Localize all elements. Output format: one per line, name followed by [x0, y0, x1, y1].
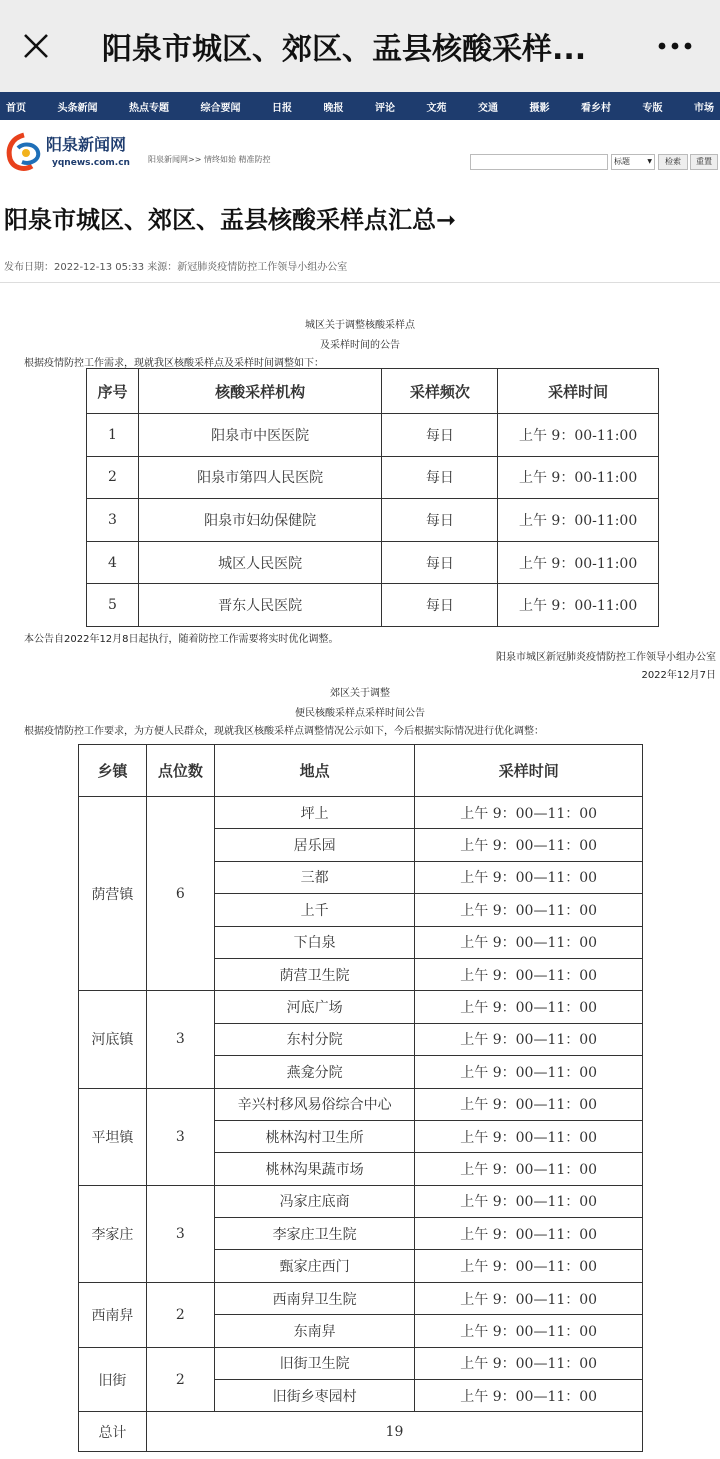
- table-row: [79, 1185, 643, 1217]
- top-bar: [0, 0, 720, 92]
- logo-mark-icon: [4, 132, 44, 172]
- time-cell: 上午 9：00—11：00: [415, 1315, 643, 1347]
- site-cell: 坪上: [214, 797, 415, 829]
- time-cell: 上午 9：00—11：00: [415, 1380, 643, 1412]
- time-cell: 上午 9：00—11：00: [415, 958, 643, 990]
- column-header: 乡镇: [79, 745, 147, 797]
- column-header: 采样时间: [498, 369, 659, 414]
- site-cell: 上千: [214, 894, 415, 926]
- page-title: 阳泉市城区、郊区、盂县核酸采样...: [102, 32, 587, 67]
- site-cell: 东南舁: [214, 1315, 415, 1347]
- time-cell: 上午 9：00—11：00: [415, 1153, 643, 1185]
- town-cell: 西南舁: [79, 1282, 147, 1347]
- table-cell: 阳泉市中医医院: [138, 414, 382, 457]
- suburb-district-table: [78, 744, 643, 1452]
- notice1-heading1: 城区关于调整核酸采样点: [305, 320, 415, 331]
- table-cell: 每日: [382, 414, 498, 457]
- site-cell: 荫营卫生院: [214, 958, 415, 990]
- table-row: [87, 456, 659, 499]
- site-cell: 旧街乡枣园村: [214, 1380, 415, 1412]
- town-cell: 荫营镇: [79, 797, 147, 991]
- more-dots-icon: [657, 41, 693, 51]
- time-cell: 上午 9：00—11：00: [415, 1056, 643, 1088]
- town-cell: 旧街: [79, 1347, 147, 1412]
- breadcrumb[interactable]: 阳泉新闻网>> 情终如始 精准防控: [148, 155, 271, 164]
- total-label: 总计: [79, 1412, 147, 1452]
- site-cell: 甄家庄西门: [214, 1250, 415, 1282]
- time-cell: 上午 9：00—11：00: [415, 1282, 643, 1314]
- table-cell: 4: [87, 541, 139, 584]
- table-row: [79, 1088, 643, 1120]
- nav-item[interactable]: 摄影: [529, 102, 550, 114]
- table-cell: 3: [87, 499, 139, 542]
- nav-item[interactable]: 评论: [375, 102, 395, 114]
- time-cell: 上午 9：00—11：00: [415, 926, 643, 958]
- table-cell: 每日: [382, 499, 498, 542]
- table-cell: 上午 9：00-11:00: [498, 414, 659, 457]
- site-cell: 冯家庄底商: [214, 1185, 415, 1217]
- table-row: [87, 414, 659, 457]
- table-cell: 每日: [382, 584, 498, 627]
- table-row: [87, 584, 659, 627]
- time-cell: 上午 9：00—11：00: [415, 991, 643, 1023]
- column-header: 地点: [214, 745, 415, 797]
- table-row: [79, 991, 643, 1023]
- search-button[interactable]: 检索: [658, 154, 688, 170]
- time-cell: 上午 9：00—11：00: [415, 894, 643, 926]
- total-value: 19: [146, 1412, 642, 1452]
- logo-domain: yqnews.com.cn: [52, 158, 130, 168]
- time-cell: 上午 9：00—11：00: [415, 1120, 643, 1152]
- close-icon: [22, 32, 50, 60]
- site-count-cell: 3: [146, 1088, 214, 1185]
- time-cell: 上午 9：00—11：00: [415, 1023, 643, 1055]
- table-cell: 2: [87, 456, 139, 499]
- site-cell: 下白泉: [214, 926, 415, 958]
- nav-item[interactable]: 热点专题: [129, 102, 169, 114]
- table-row: [87, 499, 659, 542]
- more-button[interactable]: [630, 0, 720, 92]
- divider: [0, 282, 720, 283]
- town-cell: 李家庄: [79, 1185, 147, 1282]
- notice1-date: 2022年12月7日: [641, 670, 716, 681]
- site-count-cell: 2: [146, 1282, 214, 1347]
- site-cell: 桃林沟果蔬市场: [214, 1153, 415, 1185]
- time-cell: 上午 9：00—11：00: [415, 1347, 643, 1379]
- nav-item[interactable]: 市场: [694, 102, 714, 114]
- town-cell: 平坦镇: [79, 1088, 147, 1185]
- nav-item[interactable]: 日报: [272, 102, 292, 114]
- table-cell: 每日: [382, 456, 498, 499]
- site-cell: 旧街卫生院: [214, 1347, 415, 1379]
- table-row: [79, 797, 643, 829]
- table-row: [87, 541, 659, 584]
- table-cell: 上午 9：00-11:00: [498, 541, 659, 584]
- reset-button[interactable]: 重置: [690, 154, 718, 170]
- site-cell: 辛兴村移风易俗综合中心: [214, 1088, 415, 1120]
- notice2-heading1: 郊区关于调整: [330, 688, 390, 699]
- town-cell: 河底镇: [79, 991, 147, 1088]
- site-count-cell: 3: [146, 1185, 214, 1282]
- table-cell: 5: [87, 584, 139, 627]
- time-cell: 上午 9：00—11：00: [415, 1218, 643, 1250]
- nav-item[interactable]: 文苑: [426, 102, 447, 114]
- column-header: 采样频次: [382, 369, 498, 414]
- logo-name: 阳泉新闻网: [46, 135, 127, 154]
- nav-item[interactable]: 首页: [6, 102, 26, 114]
- site-logo[interactable]: [4, 130, 134, 174]
- total-row: [79, 1412, 643, 1452]
- notice1-intro: 根据疫情防控工作需求，现就我区核酸采样点及采样时间调整如下：: [24, 358, 324, 369]
- site-nav: [0, 92, 720, 120]
- column-header: 点位数: [146, 745, 214, 797]
- table-cell: 晋东人民医院: [138, 584, 382, 627]
- table-cell: 上午 9：00-11:00: [498, 499, 659, 542]
- time-cell: 上午 9：00—11：00: [415, 829, 643, 861]
- site-count-cell: 6: [146, 797, 214, 991]
- site-cell: 河底广场: [214, 991, 415, 1023]
- site-cell: 燕龛分院: [214, 1056, 415, 1088]
- nav-item[interactable]: 综合要闻: [200, 102, 241, 114]
- city-district-table: [86, 368, 659, 627]
- article-title: 阳泉市城区、郊区、盂县核酸采样点汇总➞: [4, 206, 457, 234]
- table-row: [79, 1282, 643, 1314]
- notice1-heading2: 及采样时间的公告: [320, 340, 400, 351]
- time-cell: 上午 9：00—11：00: [415, 861, 643, 893]
- site-cell: 西南舁卫生院: [214, 1282, 415, 1314]
- column-header: 采样时间: [415, 745, 643, 797]
- nav-item[interactable]: 看乡村: [581, 102, 611, 114]
- search-input[interactable]: [470, 154, 608, 170]
- table-cell: 1: [87, 414, 139, 457]
- site-count-cell: 3: [146, 991, 214, 1088]
- column-header: 核酸采样机构: [138, 369, 382, 414]
- table-cell: 上午 9：00-11:00: [498, 456, 659, 499]
- table-cell: 阳泉市妇幼保健院: [138, 499, 382, 542]
- site-cell: 李家庄卫生院: [214, 1218, 415, 1250]
- nav-item[interactable]: 交通: [478, 102, 498, 114]
- site-cell: 居乐园: [214, 829, 415, 861]
- site-header: [0, 120, 720, 182]
- table-cell: 阳泉市第四人民医院: [138, 456, 382, 499]
- notice2-intro: 根据疫情防控工作要求，为方便人民群众，现就我区核酸采样点调整情况公示如下，今后根据实际情况进行优化调整：: [24, 726, 544, 737]
- notice1-signature: 阳泉市城区新冠肺炎疫情防控工作领导小组办公室: [496, 652, 716, 663]
- nav-item[interactable]: 晚报: [323, 102, 344, 114]
- time-cell: 上午 9：00—11：00: [415, 1250, 643, 1282]
- site-cell: 桃林沟村卫生所: [214, 1120, 415, 1152]
- table-cell: 每日: [382, 541, 498, 584]
- site-cell: 东村分院: [214, 1023, 415, 1055]
- column-header: 序号: [87, 369, 139, 414]
- search-type-select[interactable]: 标题 ▼: [611, 154, 655, 170]
- notice2-heading2: 便民核酸采样点采样时间公告: [295, 708, 425, 719]
- site-cell: 三都: [214, 861, 415, 893]
- site-count-cell: 2: [146, 1347, 214, 1412]
- nav-item[interactable]: 专版: [642, 102, 663, 114]
- article-meta: 发布日期：2022-12-13 05:33 来源：新冠肺炎疫情防控工作领导小组办公室: [4, 262, 348, 273]
- table-row: [79, 1347, 643, 1379]
- time-cell: 上午 9：00—11：00: [415, 797, 643, 829]
- time-cell: 上午 9：00—11：00: [415, 1088, 643, 1120]
- time-cell: 上午 9：00—11：00: [415, 1185, 643, 1217]
- close-button[interactable]: [0, 0, 72, 92]
- notice1-footer: 本公告自2022年12月8日起执行，随着防控工作需要将实时优化调整。: [24, 634, 339, 645]
- nav-item[interactable]: 头条新闻: [57, 102, 98, 114]
- table-cell: 城区人民医院: [138, 541, 382, 584]
- table-cell: 上午 9：00-11:00: [498, 584, 659, 627]
